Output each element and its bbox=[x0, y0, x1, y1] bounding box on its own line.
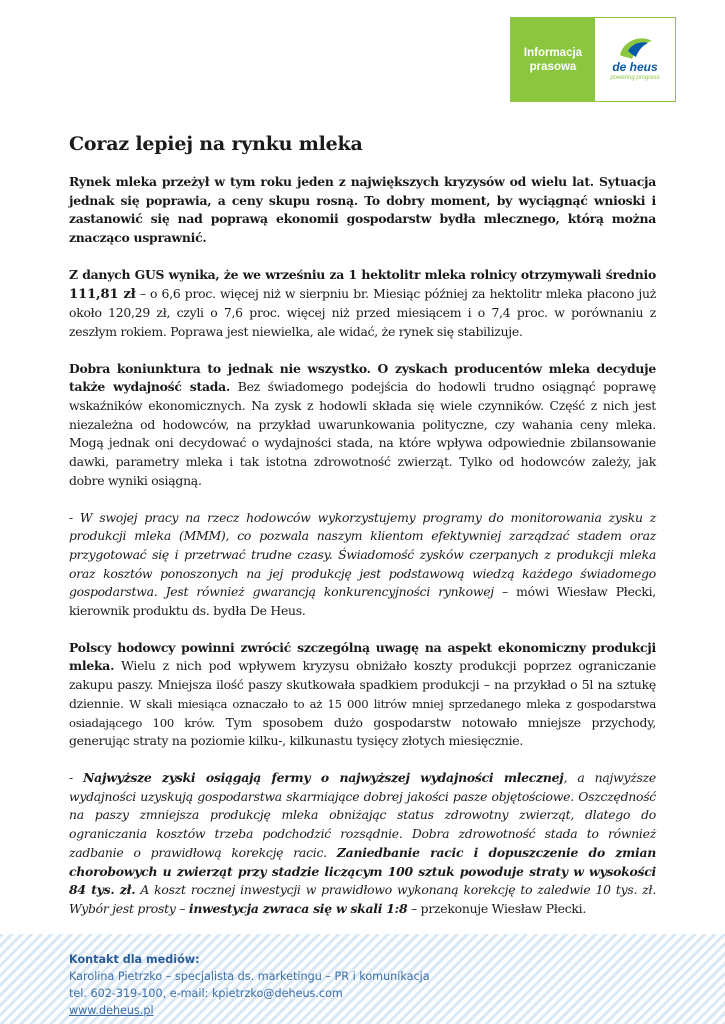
press-badge bbox=[511, 18, 595, 101]
de-heus-leaf-icon bbox=[614, 33, 656, 63]
paragraph-herd-efficiency bbox=[69, 360, 656, 491]
contact-person: Karolina Pietrzko – specjalista ds. marketingu – PR i komunikacja bbox=[69, 970, 430, 983]
gus-price: 111,81 zł bbox=[69, 286, 136, 302]
quote-mmm-italic: - W swojej pracy na rzecz hodowców wykorzystujemy programy do monitorowania zysku z produkcji mleka (MMM), co pozwala naszym klientom efektywniej zarządzać stadem oraz przygotować się i przetrwać trudne czasy. Świadomość zysków czerpanych z produkcji mleka oraz kosztów ponoszonych na jej produkcję jest podstawową wiedzą każdego świadomego gospodarstwa. Jest również gwarancją konkurencyjności rynkowej bbox=[69, 509, 656, 600]
quote-feed-attribution: – przekonuje Wiesław Płecki. bbox=[407, 900, 587, 916]
economics-bold: Polscy hodowcy powinni zwrócić szczególną uwagę na aspekt ekonomiczny produkcji mleka. bbox=[69, 639, 656, 674]
quote-feed-italic-b: A koszt rocznej inwestycji w prawidłowo wykonaną korekcję to zaledwie 10 tys. zł. Wybór jest prosty – bbox=[69, 882, 657, 916]
document-title: Coraz lepiej na rynku mleka bbox=[69, 133, 363, 155]
brand-name: de heus bbox=[612, 60, 658, 74]
paragraph-quote-mmm bbox=[69, 509, 656, 621]
paragraph-gus-data bbox=[69, 266, 656, 342]
media-contact bbox=[69, 951, 430, 1019]
economics-rest-a: Wielu z nich pod wpływem kryzysu obniżało koszty produkcji poprzez ograniczanie zakupu paszy. Mniejsza ilość paszy skutkowała spadkiem produkcji – na przykład o 5l na sztukę dziennie. bbox=[69, 658, 656, 711]
quote-feed-italic-a: , a najwyższe wydajności uzyskują gospodarstwa skarmiające dobrej jakości pasze objętościowe. Oszczędność na paszy zmniejsza produkcję mleka obniżając status zdrowotny zwierząt, dlatego do ograniczania kosztów trzeba podchodzić rozsądnie. Dobra zdrowotność stada to również zadbanie o prawidłową korekcję racic. bbox=[69, 769, 656, 860]
gus-bold: Z danych GUS wynika, że we wrześniu za 1 hektolitr mleka rolnicy otrzymywali średnio bbox=[69, 266, 656, 282]
brand-logo bbox=[595, 18, 675, 101]
quote-feed-dash: - bbox=[69, 769, 84, 785]
paragraph-economics bbox=[69, 639, 656, 751]
quote-feed-bold-c: inwestycja zwraca się w skali 1:8 bbox=[188, 900, 408, 916]
efficiency-rest: Bez świadomego podejścia do hodowli trudno osiągnąć poprawę wskaźników ekonomicznych. Na zysk z hodowli składa się wiele czynników. Część z nich jest niezależna od hodowców, na przykład uwarunkowania polityczne, czy wahania ceny mleka. Mogą jednak oni decydować o wydajności stada, na które wpływa odpowiednie zbilansowanie dawki, parametry mleka i tak istotna zdrowotność zwierząt. Tylko od hodowców zależy, jak dobre wyniki osiągną. bbox=[69, 379, 657, 488]
brand-tagline: powering progress bbox=[610, 75, 660, 81]
paragraph-quote-feed bbox=[69, 769, 656, 919]
gus-rest: – o 6,6 proc. więcej niż w sierpniu br. Miesiąc później za hektolitr mleka płacono już około 120,29 zł, czyli o 7,6 proc. więcej niż przed miesiącem i o 7,4 proc. w porównaniu z zeszłym rokiem. Poprawa jest niewielka, ale widać, że rynek się stabilizuje. bbox=[69, 285, 657, 339]
lead-text: Rynek mleka przeżył w tym roku jeden z największych kryzysów od wielu lat. Sytuacja jednak się poprawia, a ceny skupu rosną. To dobry moment, by wyciągnąć wnioski i zastanowić się nad poprawą ekonomii gospodarstw bydła mlecznego, którą można znacząco usprawnić. bbox=[69, 174, 656, 246]
paragraph-lead bbox=[69, 173, 656, 248]
economics-small: W skali miesiąca oznaczało to aż 15 000 litrów mniej sprzedanego mleka z gospodarstwa osiadającego 100 krów. bbox=[69, 696, 657, 730]
efficiency-bold: Dobra koniunktura to jednak nie wszystko. O zyskach producentów mleka decyduje także wydajność stada. bbox=[69, 360, 656, 395]
badge-line-2: prasowa bbox=[529, 60, 577, 73]
economics-rest-b: Tym sposobem dużo gospodarstw notowało mniejsze przychody, generując straty na poziomie kilku-, kilkunastu tysięcy złotych miesięcznie. bbox=[69, 714, 656, 749]
quote-feed-bold-a: Najwyższe zyski osiągają fermy o najwyższej wydajności mlecznej bbox=[83, 769, 564, 785]
quote-feed-bold-b: Zaniedbanie racic i dopuszczenie do zmian chorobowych u zwierząt przy stadzie liczącym 100 sztuk powoduje straty w wysokości 84 tys. zł. bbox=[69, 844, 656, 898]
contact-phone-email: tel. 602-319-100, e-mail: kpietrzko@deheus.com bbox=[69, 987, 343, 1000]
press-release-logo bbox=[510, 17, 676, 102]
contact-heading: Kontakt dla mediów: bbox=[69, 953, 200, 966]
website-link[interactable]: www.deheus.pl bbox=[69, 1004, 154, 1017]
badge-line-1: Informacja bbox=[523, 46, 583, 59]
quote-mmm-attribution: – mówi Wiesław Płecki, kierownik produktu ds. bydła De Heus. bbox=[69, 584, 656, 619]
article-body bbox=[69, 173, 656, 937]
